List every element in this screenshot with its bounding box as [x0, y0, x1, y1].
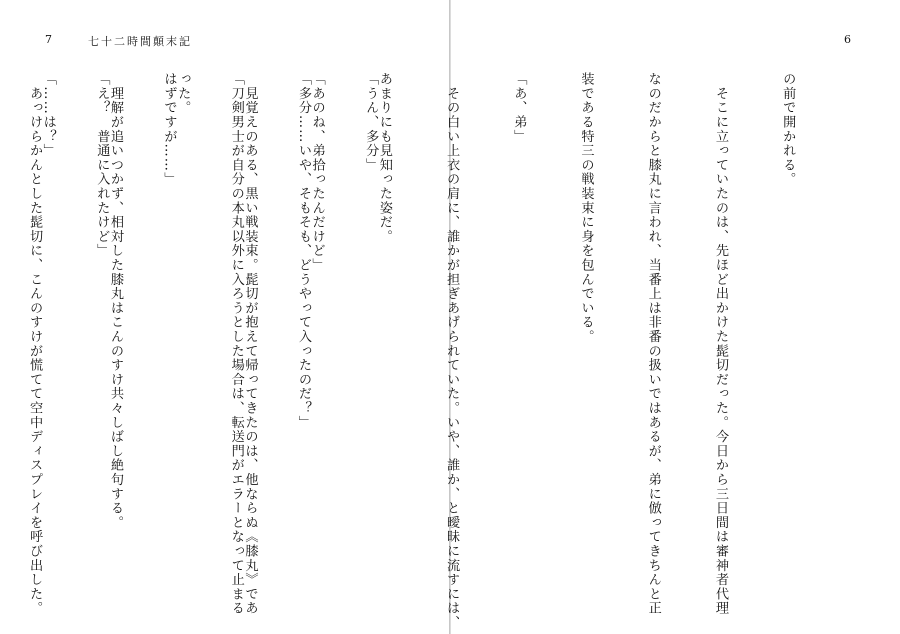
text-line: 「刀剣男士が自分の本丸以外に入ろうとした場合は、転送門がエラーとなって止まる: [228, 72, 244, 616]
text-line: 理解が追いつかず、相対した膝丸はこんのすけ共々しばし絶句する。: [108, 72, 123, 530]
text-line: 装である特三の戦装束に身を包んでいる。: [578, 72, 594, 344]
text-line: 「……は？」: [40, 72, 56, 158]
text-line: の前で開かれる。: [780, 72, 796, 187]
text-line: 「あ、弟」: [511, 72, 527, 144]
text-line: あまりにも見知った姿だ。: [376, 72, 392, 244]
text-line: 「多分……いや、そもそも、どうやって入ったのだ？」: [295, 72, 311, 430]
text-line: 見覚えのある、黒い戦装束。髭切が抱えて帰ってきたのは、他ならぬ《膝丸》であ: [242, 72, 258, 616]
text-line: 「あのね、弟拾ったんだけど」: [309, 72, 325, 273]
page-number-left: 7: [45, 33, 53, 46]
text-line: その白い上衣の肩に、誰かが担ぎあげられていた。いや、誰か、と曖昧に流すには、: [444, 72, 460, 630]
text-line: あっけらかんとした髭切に、こんのすけが慌てて空中ディスプレイを呼び出した。: [27, 72, 43, 616]
text-line: はずですが……」: [161, 72, 177, 187]
text-line: 「え？ 普通に入れたけど」: [94, 72, 110, 258]
text-line: なのだからと膝丸に言われ、当番上は非番の扱いではあるが、弟に倣ってきちんと正: [645, 72, 661, 616]
text-line: った。: [175, 72, 191, 115]
text-line: そこに立っていたのは、先ほど出かけた髭切だった。今日から三日間は審神者代理: [712, 72, 728, 616]
page-number-right: 6: [844, 33, 852, 46]
text-line: 「うん、多分」: [363, 72, 379, 173]
running-head: 七十二時間顛末記: [88, 35, 192, 48]
